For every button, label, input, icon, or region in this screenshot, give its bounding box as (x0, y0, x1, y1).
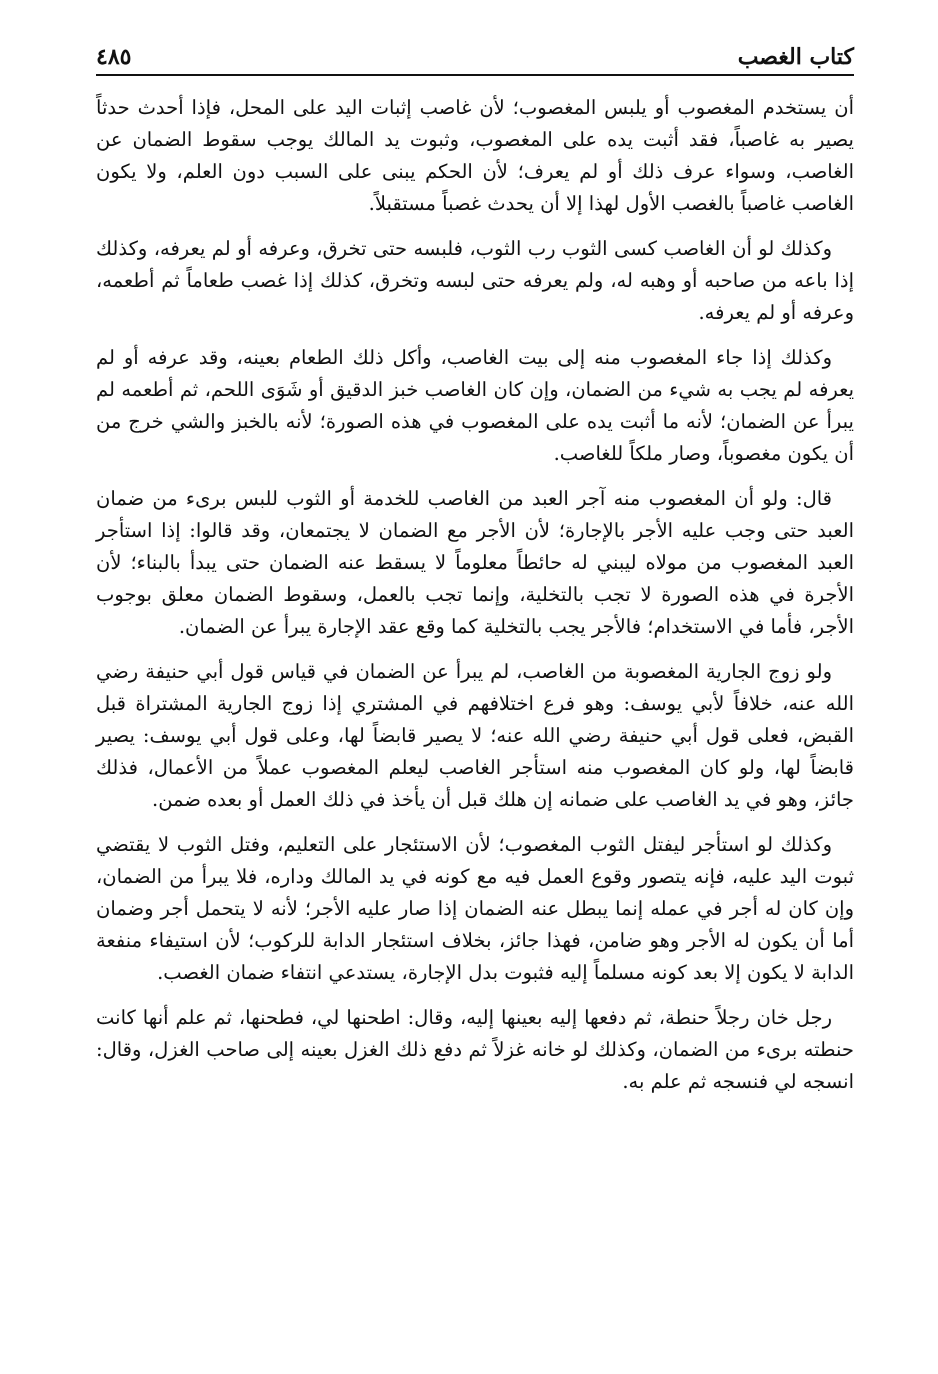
paragraph: أن يستخدم المغصوب أو يلبس المغصوب؛ لأن غاصب إثبات اليد على المحل، فإذا أحدث حدثاً يصير به غاصباً، فقد أثبت يده على المغصوب، وثبوت يد المالك يوجب سقوط الضمان عن الغاصب، وسواء عرف ذلك أو لم يعرف؛ لأن الحكم يبنى على السبب دون العلم، ولا يكون الغاصب غاصباً بالغصب الأول لهذا إلا أن يحدث غصباً مستقبلاً. (96, 96, 854, 215)
page-header (96, 34, 854, 76)
paragraph: قال: ولو أن المغصوب منه آجر العبد من الغاصب للخدمة أو الثوب للبس برىء من ضمان العبد حتى وجب عليه الأجر بالإجارة؛ لأن الأجر مع الضمان لا يجتمعان، وقد قالوا: إذا استأجر العبد المغصوب من مولاه ليبني له حائطاً معلوماً لا يسقط عنه الضمان حتى يبدأ بالبناء؛ لأن الأجرة في هذه الصورة لا تجب بالتخلية، وإنما تجب بالعمل، وسقوط الضمان معلق بوجوب الأجر، فأما في الاستخدام؛ فالأجر يجب بالتخلية كما وقع عقد الإجارة يبرأ عن الضمان. (96, 487, 854, 638)
paragraph: وكذلك لو استأجر ليفتل الثوب المغصوب؛ لأن الاستئجار على التعليم، وفتل الثوب لا يقتضي ثبوت اليد عليه، فإنه يتصور وقوع العمل فيه مع كونه في يد المالك وداره، فلا يبرأ من الضمان، وإن كان له أجر في عمله إنما يبطل عنه الضمان إذا صار عليه الأجر؛ لأنه لا يتحمل أجر وضمان أما أن يكون له الأجر وهو ضامن، فهذا جائز، بخلاف استئجار الدابة للركوب؛ لأن استيفاء منفعة الدابة لا يكون إلا بعد كونه مسلماً إليه فثبوت بدل الإجارة، يستدعي انتفاء ضمان الغصب. (96, 833, 854, 984)
paragraph: رجل خان رجلاً حنطة، ثم دفعها إليه بعينها إليه، وقال: اطحنها لي، فطحنها، ثم علم أنها كانت حنطته برىء من الضمان، وكذلك لو خانه غزلاً ثم دفع ذلك الغزل بعينه إلى صاحب الغزل، وقال: انسجه لي فنسجه ثم علم به. (96, 1006, 854, 1093)
page-number: ٤٨٥ (96, 44, 132, 70)
page-body (96, 92, 854, 1111)
paragraph: ولو زوج الجارية المغصوبة من الغاصب، لم يبرأ عن الضمان في قياس قول أبي حنيفة رضي الله عنه، خلافاً لأبي يوسف: وهو فرع اختلافهم في المشتري إذا زوج الجارية المشتراة قبل القبض، فعلى قول أبي حنيفة رضي الله عنه؛ لا يصير قابضاً لها، وعلى قول أبي يوسف: يصير قابضاً لها، ولو كان المغصوب منه استأجر الغاصب ليعلم المغصوب عملاً من الأعمال، فذلك جائز، وهو في يد الغاصب على ضمانه إن هلك قبل أن يأخذ في ذلك العمل أو بعده ضمن. (96, 660, 854, 811)
running-title: كتاب الغصب (737, 44, 854, 70)
paragraph: وكذلك لو أن الغاصب كسى الثوب رب الثوب، فلبسه حتى تخرق، وعرفه أو لم يعرفه، وكذلك إذا باعه من صاحبه أو وهبه له، ولم يعرفه حتى لبسه وتخرق، كذلك إذا غصب طعاماً ثم أطعمه، وعرفه أو لم يعرفه. (96, 237, 854, 324)
paragraph: وكذلك إذا جاء المغصوب منه إلى بيت الغاصب، وأكل ذلك الطعام بعينه، وقد عرفه أو لم يعرفه لم يجب به شيء من الضمان، وإن كان الغاصب خبز الدقيق أو شَوَى اللحم، ثم أطعمه لم يبرأ عن الضمان؛ لأنه ما أثبت يده على المغصوب في هذه الصورة؛ لأنه بالخبز والشي خرج من أن يكون مغصوباً، وصار ملكاً للغاصب. (96, 346, 854, 465)
